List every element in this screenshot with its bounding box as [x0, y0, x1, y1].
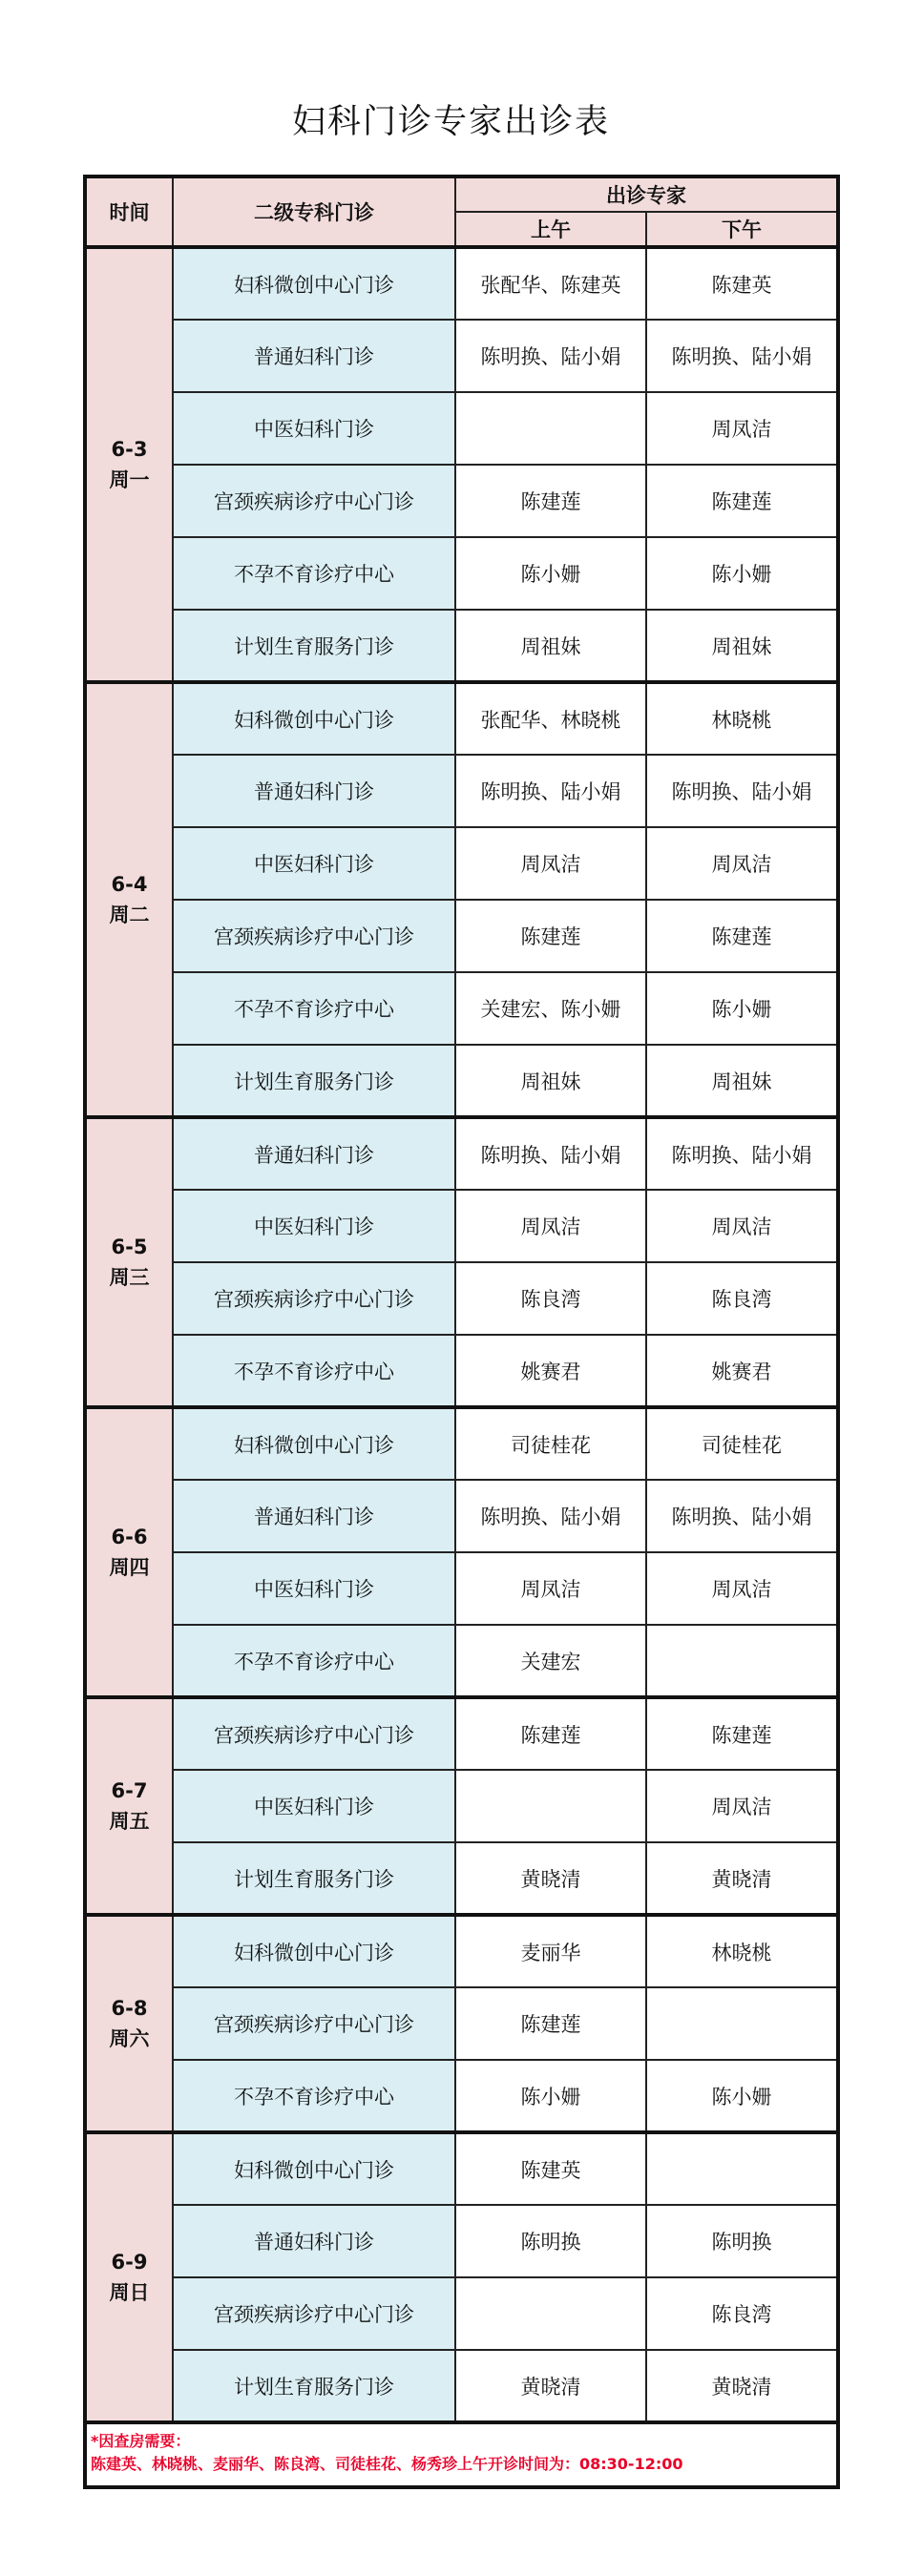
am-cell: 陈建莲: [455, 465, 646, 537]
day-cell: [85, 1117, 173, 1407]
dept-cell: 不孕不育诊疗中心: [173, 972, 455, 1045]
table-row: [85, 537, 838, 610]
am-cell: 周凤洁: [455, 1552, 646, 1625]
dept-cell: 中医妇科门诊: [173, 827, 455, 900]
day-cell: [85, 247, 173, 682]
am-cell: 黄晓清: [455, 1842, 646, 1915]
am-cell: 张配华、陈建英: [455, 247, 646, 320]
day-cell: [85, 1407, 173, 1697]
dept-cell: 宫颈疾病诊疗中心门诊: [173, 465, 455, 537]
day-cell: [85, 1915, 173, 2132]
dept-cell: 妇科微创中心门诊: [173, 2132, 455, 2205]
table-row: [85, 682, 838, 755]
pm-cell: 林晓桃: [646, 682, 838, 755]
pm-cell: 陈建莲: [646, 900, 838, 972]
day-date: 6-5: [111, 1236, 148, 1258]
table-row: [85, 755, 838, 827]
pm-cell: 陈明换、陆小娟: [646, 1117, 838, 1190]
am-cell: [455, 2277, 646, 2350]
am-cell: 张配华、林晓桃: [455, 682, 646, 755]
dept-cell: 妇科微创中心门诊: [173, 682, 455, 755]
dept-cell: 宫颈疾病诊疗中心门诊: [173, 2277, 455, 2350]
am-cell: [455, 392, 646, 465]
table-row: [85, 1407, 838, 1480]
pm-cell: 黄晓清: [646, 2350, 838, 2422]
dept-cell: 普通妇科门诊: [173, 755, 455, 827]
pm-cell: [646, 1987, 838, 2060]
dept-cell: 计划生育服务门诊: [173, 1842, 455, 1915]
header-time: 时间: [85, 177, 173, 247]
table-row: [85, 1045, 838, 1117]
pm-cell: 周凤洁: [646, 827, 838, 900]
pm-cell: 陈明换、陆小娟: [646, 755, 838, 827]
dept-cell: 计划生育服务门诊: [173, 610, 455, 682]
am-cell: 关建宏: [455, 1625, 646, 1697]
pm-cell: 陈良湾: [646, 2277, 838, 2350]
day-weekday: 周四: [109, 1556, 150, 1579]
am-cell: 关建宏、陈小姗: [455, 972, 646, 1045]
day-weekday: 周日: [109, 2281, 150, 2304]
pm-cell: 周凤洁: [646, 1770, 838, 1842]
day-date: 6-6: [111, 1526, 148, 1548]
header-row: [85, 177, 838, 212]
am-cell: 陈明换: [455, 2205, 646, 2277]
pm-cell: 黄晓清: [646, 1842, 838, 1915]
table-row: [85, 247, 838, 320]
pm-cell: 陈明换、陆小娟: [646, 1480, 838, 1552]
day-weekday: 周二: [109, 904, 150, 926]
pm-cell: 陈明换、陆小娟: [646, 320, 838, 392]
am-cell: 陈明换、陆小娟: [455, 320, 646, 392]
dept-cell: 宫颈疾病诊疗中心门诊: [173, 1987, 455, 2060]
table-row: [85, 972, 838, 1045]
dept-cell: 妇科微创中心门诊: [173, 1915, 455, 1987]
dept-cell: 不孕不育诊疗中心: [173, 1625, 455, 1697]
table-row: [85, 1987, 838, 2060]
am-cell: 陈建莲: [455, 1697, 646, 1770]
day-date: 6-3: [111, 438, 148, 461]
pm-cell: 周凤洁: [646, 392, 838, 465]
pm-cell: 司徒桂花: [646, 1407, 838, 1480]
dept-cell: 宫颈疾病诊疗中心门诊: [173, 1697, 455, 1770]
am-cell: 陈小姗: [455, 2060, 646, 2132]
table-row: [85, 2277, 838, 2350]
table-row: [85, 1915, 838, 1987]
dept-cell: 普通妇科门诊: [173, 1117, 455, 1190]
day-cell: [85, 2132, 173, 2422]
table-row: [85, 1262, 838, 1335]
table-row: [85, 2205, 838, 2277]
dept-cell: 计划生育服务门诊: [173, 1045, 455, 1117]
header-am: 上午: [455, 212, 646, 247]
pm-cell: 陈建莲: [646, 465, 838, 537]
table-row: [85, 1117, 838, 1190]
dept-cell: 不孕不育诊疗中心: [173, 537, 455, 610]
pm-cell: 陈建英: [646, 247, 838, 320]
table-row: [85, 900, 838, 972]
am-cell: 黄晓清: [455, 2350, 646, 2422]
schedule-body: [85, 177, 838, 2487]
table-row: [85, 827, 838, 900]
table-row: [85, 1842, 838, 1915]
am-cell: 周祖妹: [455, 610, 646, 682]
table-row: [85, 1552, 838, 1625]
day-cell: [85, 682, 173, 1117]
dept-cell: 不孕不育诊疗中心: [173, 1335, 455, 1407]
table-row: [85, 2132, 838, 2205]
header-dept: 二级专科门诊: [173, 177, 455, 247]
dept-cell: 中医妇科门诊: [173, 1770, 455, 1842]
pm-cell: 周祖妹: [646, 1045, 838, 1117]
table-row: [85, 1190, 838, 1262]
am-cell: [455, 1770, 646, 1842]
pm-cell: 周凤洁: [646, 1552, 838, 1625]
am-cell: 陈明换、陆小娟: [455, 1480, 646, 1552]
table-row: [85, 2350, 838, 2422]
pm-cell: [646, 2132, 838, 2205]
header-pm: 下午: [646, 212, 838, 247]
am-cell: 陈建莲: [455, 1987, 646, 2060]
day-weekday: 周三: [109, 1266, 150, 1289]
am-cell: 陈明换、陆小娟: [455, 1117, 646, 1190]
table-row: [85, 465, 838, 537]
am-cell: 周祖妹: [455, 1045, 646, 1117]
am-cell: 司徒桂花: [455, 1407, 646, 1480]
day-cell: [85, 1697, 173, 1915]
table-row: [85, 1625, 838, 1697]
dept-cell: 计划生育服务门诊: [173, 2350, 455, 2422]
day-weekday: 周五: [109, 1810, 150, 1833]
schedule-table: [83, 175, 840, 2489]
day-date: 6-7: [111, 1779, 148, 1802]
dept-cell: 中医妇科门诊: [173, 1552, 455, 1625]
dept-cell: 普通妇科门诊: [173, 1480, 455, 1552]
pm-cell: 陈明换: [646, 2205, 838, 2277]
table-row: [85, 610, 838, 682]
note-row: [85, 2422, 838, 2487]
table-row: [85, 2060, 838, 2132]
table-row: [85, 320, 838, 392]
dept-cell: 宫颈疾病诊疗中心门诊: [173, 1262, 455, 1335]
day-weekday: 周六: [109, 2027, 150, 2050]
dept-cell: 中医妇科门诊: [173, 392, 455, 465]
am-cell: 陈小姗: [455, 537, 646, 610]
am-cell: 周凤洁: [455, 827, 646, 900]
day-date: 6-4: [111, 873, 148, 896]
am-cell: 陈明换、陆小娟: [455, 755, 646, 827]
table-row: [85, 1335, 838, 1407]
table-row: [85, 1770, 838, 1842]
pm-cell: 陈良湾: [646, 1262, 838, 1335]
table-row: [85, 1480, 838, 1552]
note-line-1: *因查房需要：: [91, 2432, 191, 2450]
pm-cell: 陈小姗: [646, 972, 838, 1045]
header-experts: 出诊专家: [455, 177, 838, 212]
dept-cell: 普通妇科门诊: [173, 320, 455, 392]
day-date: 6-9: [111, 2251, 148, 2274]
am-cell: 陈建英: [455, 2132, 646, 2205]
pm-cell: 林晓桃: [646, 1915, 838, 1987]
table-row: [85, 1697, 838, 1770]
pm-cell: 陈小姗: [646, 2060, 838, 2132]
pm-cell: 周凤洁: [646, 1190, 838, 1262]
note-cell: [85, 2422, 838, 2487]
note-line-2: 陈建英、林晓桃、麦丽华、陈良湾、司徒桂花、杨秀珍上午开诊时间为：08:30-12:00: [91, 2455, 683, 2473]
day-weekday: 周一: [109, 468, 150, 491]
pm-cell: 陈小姗: [646, 537, 838, 610]
pm-cell: 陈建莲: [646, 1697, 838, 1770]
am-cell: 周凤洁: [455, 1190, 646, 1262]
dept-cell: 妇科微创中心门诊: [173, 247, 455, 320]
pm-cell: [646, 1625, 838, 1697]
pm-cell: 姚赛君: [646, 1335, 838, 1407]
dept-cell: 宫颈疾病诊疗中心门诊: [173, 900, 455, 972]
am-cell: 陈建莲: [455, 900, 646, 972]
pm-cell: 周祖妹: [646, 610, 838, 682]
table-row: [85, 392, 838, 465]
page-title: 妇科门诊专家出诊表: [291, 103, 610, 141]
am-cell: 姚赛君: [455, 1335, 646, 1407]
dept-cell: 妇科微创中心门诊: [173, 1407, 455, 1480]
day-date: 6-8: [111, 1997, 148, 2020]
am-cell: 麦丽华: [455, 1915, 646, 1987]
am-cell: 陈良湾: [455, 1262, 646, 1335]
dept-cell: 普通妇科门诊: [173, 2205, 455, 2277]
dept-cell: 不孕不育诊疗中心: [173, 2060, 455, 2132]
dept-cell: 中医妇科门诊: [173, 1190, 455, 1262]
